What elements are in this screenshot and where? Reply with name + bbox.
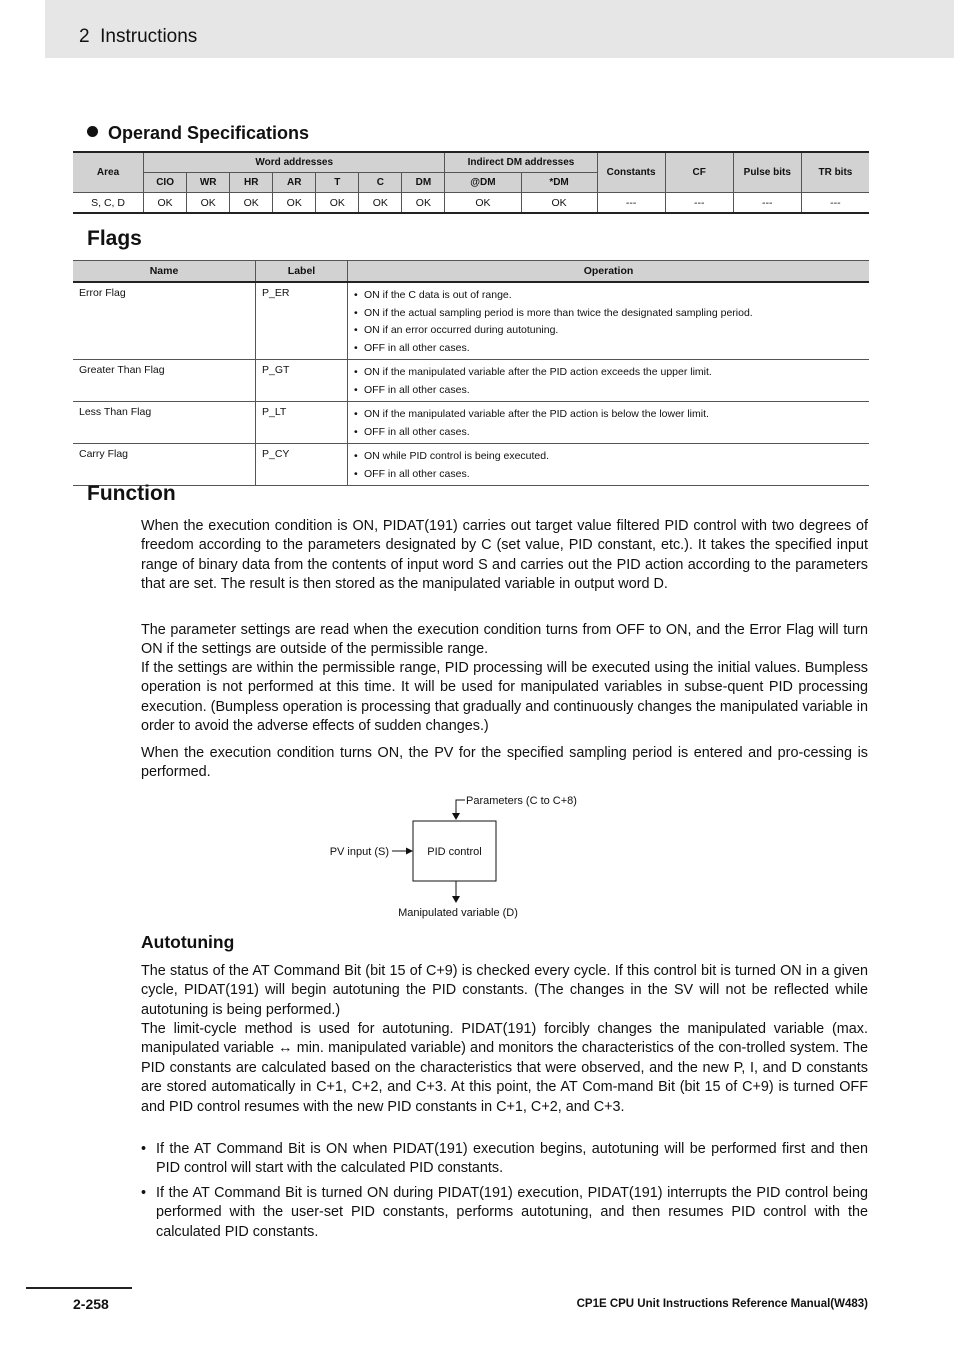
sub-wr: WR [187,173,230,193]
manipulated-variable-label: Manipulated variable (D) [398,907,518,919]
table-row: Greater Than Flag P_GT • ON if the manipulated variable after the PID action exceeds the upper limit. • OFF in all other cases. [73,360,869,402]
col-word-addresses: Word addresses [144,152,445,173]
sub-cio: CIO [144,173,187,193]
pv-input-arrow [392,848,413,855]
list-item: • ON if the manipulated variable after the PID action is below the lower limit. [354,406,863,424]
manual-title: CP1E CPU Unit Instructions Reference Manual(W483) [576,1298,868,1310]
autotuning-heading: Autotuning [141,932,235,952]
col-name: Name [73,261,256,283]
list-item: • If the AT Command Bit is turned ON during PIDAT(191) execution, PIDAT(191) interrupts the PID control being performed with the user-set PID constants, performs autotuning, and then resumes PID control with the calculated PID constants. [141,1184,868,1242]
section-title: Instructions [100,26,198,47]
table-row: Error Flag P_ER • ON if the C data is out of range. • ON if the actual sampling period is more than twice the designated sampling period. • ON if an error occurred during autotuning. • OFF in all other cases. [73,282,869,360]
function-heading: Function [87,482,176,505]
autotuning-paragraph-2: The limit-cycle method is used for autotuning. PIDAT(191) forcibly changes the manipulated variable (max. manipulated variable ↔ min. manipulated variable) and monitors the characteristics of the con-trolled system. The PID constants are calculated based on the characteristics that were observed, and the new P, I, and D constants are stored automatically in C+1, C+2, and C+3. At this point, the AT Com-mand Bit (bit 15 of C+9) is turned OFF and PID control resumes with the new PID constants in C+1, C+2, and C+3. [141,1021,868,1115]
list-item: • OFF in all other cases. [354,382,863,400]
col-operation: Operation [348,261,870,283]
page-number: 2-258 [73,1296,109,1312]
list-item: • OFF in all other cases. [354,424,863,442]
parameters-arrow [452,800,465,820]
table-row: Less Than Flag P_LT • ON if the manipulated variable after the PID action is below the lower limit. • OFF in all other cases. [73,402,869,444]
sub-at-dm: @DM [445,173,521,193]
operand-specs-heading: Operand Specifications [87,123,309,144]
flags-heading: Flags [87,227,142,250]
col-cf: CF [665,152,733,193]
autotuning-bullet-1: If the AT Command Bit is ON when PIDAT(191) execution begins, autotuning will be performed first and then PID control will start with the calculated PID constants. [156,1141,868,1177]
function-paragraph-1: When the execution condition is ON, PIDAT(191) carries out target value filtered PID control with two degrees of freedom according to the parameters designated by C (set value, PID constant, etc.). It takes the specified input range of binary data from the contents of input word S and carries out the PID action according to the parameters that are set. The result is then stored as the manipulated variable in output word D. [141,518,868,593]
col-indirect: Indirect DM addresses [445,152,597,173]
sub-c: C [359,173,402,193]
col-tr: TR bits [801,152,869,193]
list-item: • ON if an error occurred during autotuning. [354,322,863,340]
autotuning-paragraph-1: The status of the AT Command Bit (bit 15 of C+9) is checked every cycle. If this control bit is turned ON in a given cycle, PIDAT(191) will begin autotuning the PID constants. (The changes in the SV will not be reflected while autotuning is being performed.) [141,963,868,1018]
footer-divider [26,1287,132,1289]
pv-input-label: PV input (S) [329,846,389,858]
autotuning-bullet-2: If the AT Command Bit is turned ON during PIDAT(191) execution, PIDAT(191) interrupts the PID control being performed with the user-set PID constants, performs autotuning, and then resumes PID control with the calculated PID constants. [156,1185,868,1240]
list-item: • ON if the actual sampling period is more than twice the designated sampling period. [354,305,863,323]
section-number: 2 [79,26,90,47]
list-item: • If the AT Command Bit is ON when PIDAT(191) execution begins, autotuning will be performed first and then PID control will start with the calculated PID constants. [141,1140,868,1179]
list-item: • OFF in all other cases. [354,340,863,358]
function-paragraph-3: If the settings are within the permissible range, PID processing will be executed using the initial values. Bumpless operation is not performed at this time. It will be used for manipulated variables in subse-quent PID processing execution. (Bumpless operation is processing that gradually and continuously changes the manipulated variable in order to avoid the adverse effects of sudden changes.) [141,660,868,735]
output-arrow [452,881,460,903]
col-area: Area [73,152,144,193]
sub-ar: AR [273,173,316,193]
table-row: S, C, D OK OK OK OK OK OK OK OK OK --- --- --- --- [73,193,869,214]
sub-hr: HR [230,173,273,193]
col-constants: Constants [597,152,665,193]
list-item: • ON while PID control is being executed. [354,448,863,466]
function-paragraph-4: When the execution condition turns ON, the PV for the specified sampling period is entered and pro-cessing is performed. [141,745,868,781]
sub-dm: DM [402,173,445,193]
table-row: Carry Flag P_CY • ON while PID control is being executed. • OFF in all other cases. [73,444,869,486]
parameters-label: Parameters (C to C+8) [466,795,577,807]
col-pulse: Pulse bits [733,152,801,193]
col-label: Label [256,261,348,283]
list-item: • ON if the C data is out of range. [354,287,863,305]
function-paragraph-2: The parameter settings are read when the execution condition turns from OFF to ON, and the Error Flag will turn ON if the settings are outside of the permissible range. [141,622,868,658]
sub-t: T [316,173,359,193]
pid-control-label: PID control [427,846,482,858]
sub-star-dm: *DM [521,173,597,193]
list-item: • ON if the manipulated variable after the PID action exceeds the upper limit. [354,364,863,382]
list-item: • OFF in all other cases. [354,466,863,484]
